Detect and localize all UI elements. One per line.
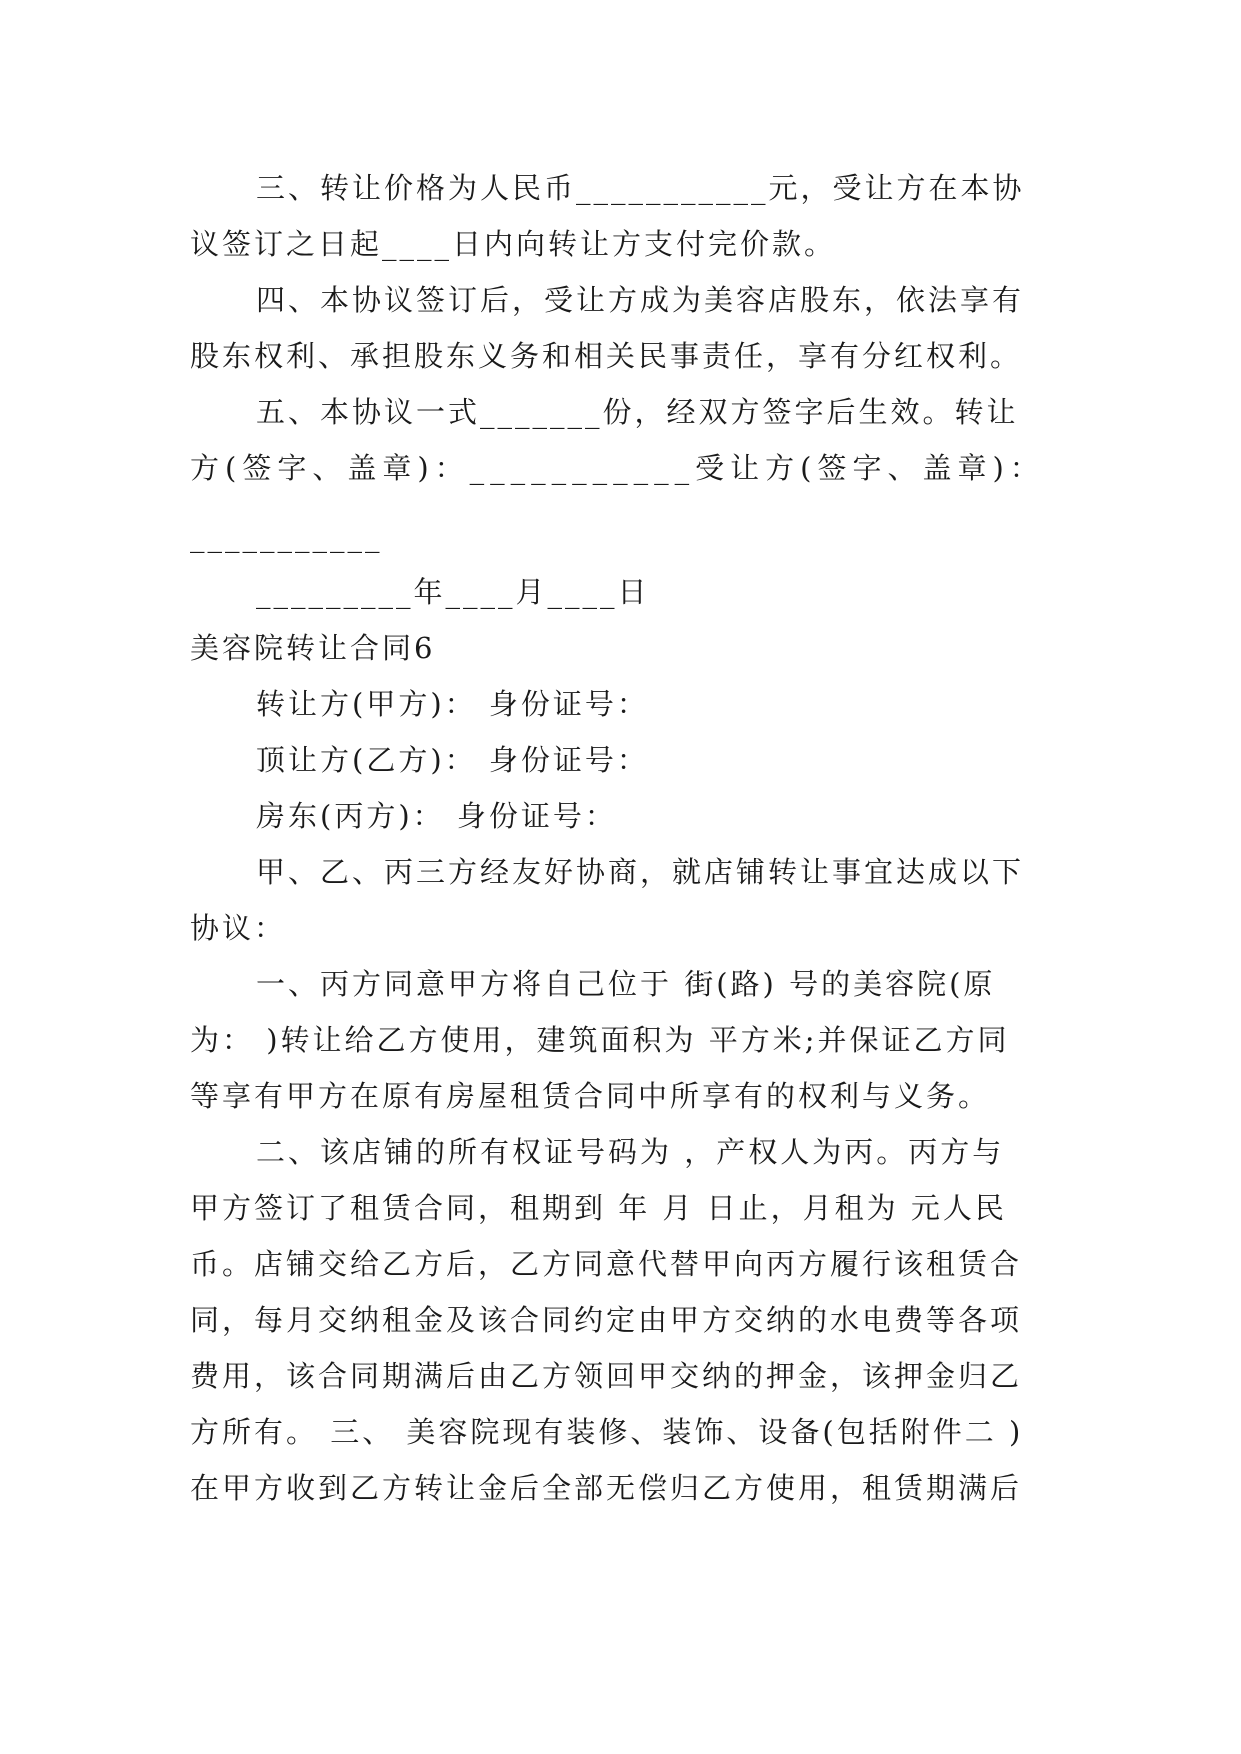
clause-three-line-1: 三、转让价格为人民币___________元，受让方在本协: [256, 171, 1025, 205]
article-one-line-1: 一、丙方同意甲方将自己位于 街(路) 号的美容院(原: [256, 967, 996, 1001]
article-three-line-2: 在甲方收到乙方转让金后全部无偿归乙方使用，租赁期满后: [190, 1471, 1023, 1505]
party-c-line: 房东(丙方)： 身份证号：: [256, 799, 617, 833]
date-line: _________年____月____日: [256, 575, 650, 609]
article-two-line-5: 费用，该合同期满后由乙方领回甲交纳的押金，该押金归乙: [190, 1359, 1023, 1393]
signature-blank: ___________: [190, 519, 383, 553]
clause-three-line-2: 议签订之日起____日内向转让方支付完价款。: [190, 227, 837, 261]
clause-five-line-2: 方(签字、盖章)：___________受让方(签字、盖章)：: [190, 451, 1045, 485]
preamble-line-1: 甲、乙、丙三方经友好协商，就店铺转让事宜达成以下: [256, 855, 1025, 889]
article-one-line-2: 为： )转让给乙方使用，建筑面积为 平方米;并保证乙方同: [190, 1023, 1010, 1057]
clause-four-line-1: 四、本协议签订后，受让方成为美容店股东，依法享有: [256, 283, 1025, 317]
party-b-line: 顶让方(乙方)： 身份证号：: [256, 743, 649, 777]
article-two-line-2: 甲方签订了租赁合同，租期到 年 月 日止，月租为 元人民: [190, 1191, 1007, 1225]
article-three-line-1: 方所有。 三、 美容院现有装修、装饰、设备(包括附件二 ): [190, 1415, 1024, 1449]
article-two-line-3: 币。店铺交给乙方后，乙方同意代替甲向丙方履行该租赁合: [190, 1247, 1023, 1281]
article-two-line-4: 同，每月交纳租金及该合同约定由甲方交纳的水电费等各项: [190, 1303, 1023, 1337]
article-one-line-3: 等享有甲方在原有房屋租赁合同中所享有的权利与义务。: [190, 1079, 991, 1113]
party-a-line: 转让方(甲方)： 身份证号：: [256, 687, 649, 721]
contract-title: 美容院转让合同6: [190, 631, 436, 665]
preamble-line-2: 协议：: [190, 911, 287, 945]
article-two-line-1: 二、该店铺的所有权证号码为 ，产权人为丙。丙方与: [256, 1135, 1005, 1169]
clause-five-line-1: 五、本协议一式_______份，经双方签字后生效。转让: [256, 395, 1019, 429]
clause-four-line-2: 股东权利、承担股东义务和相关民事责任，享有分红权利。: [190, 339, 1023, 373]
